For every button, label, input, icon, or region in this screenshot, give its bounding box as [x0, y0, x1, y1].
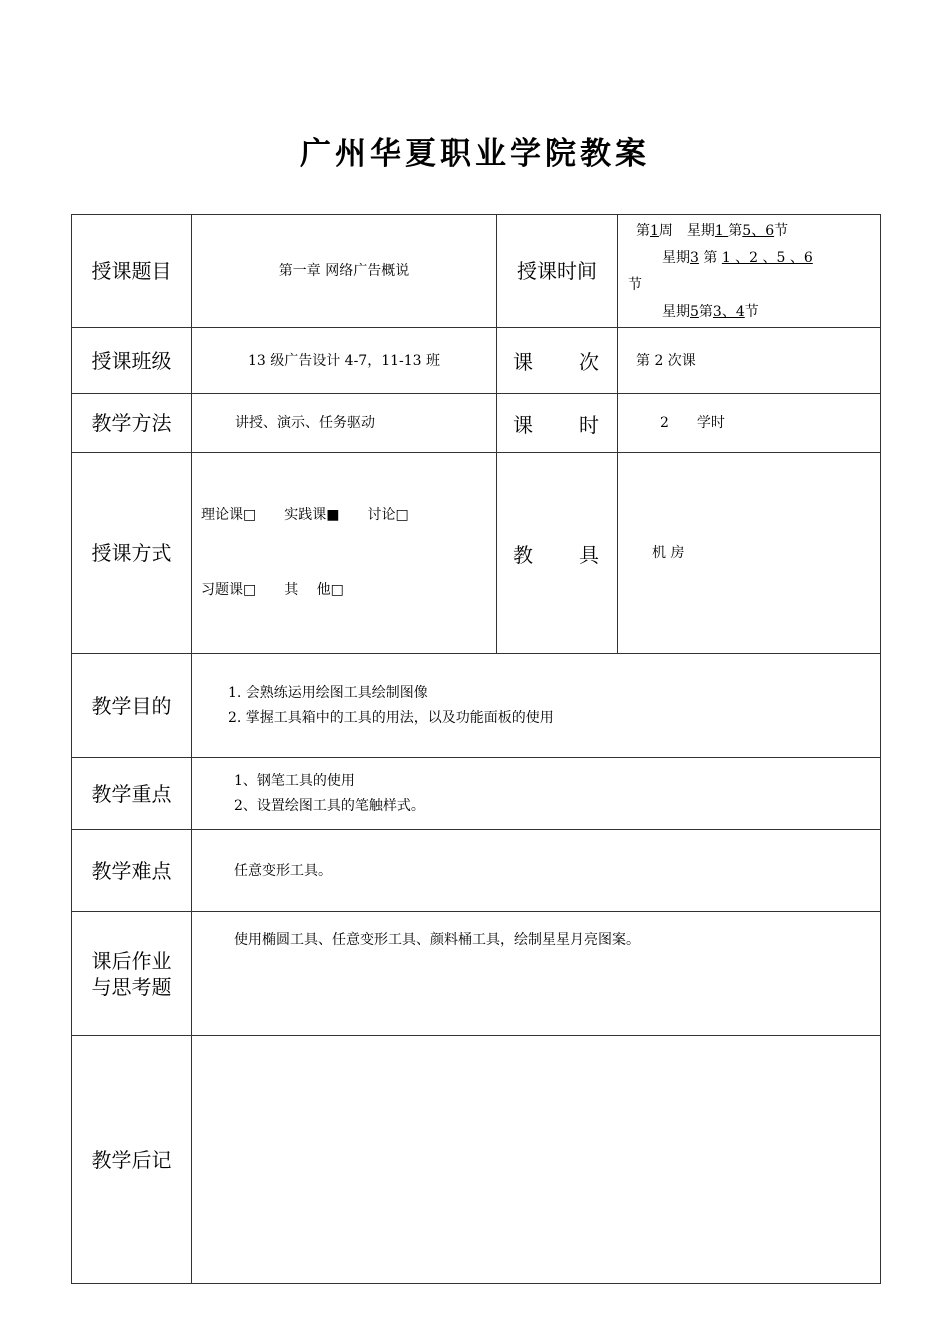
time-text: 星期 — [662, 304, 690, 320]
period-numbers: 1 、2 、5 、6 — [721, 250, 813, 266]
difficulties-value: 任意变形工具。 — [234, 862, 332, 879]
row-method — [72, 394, 881, 453]
key-point-item: 2、设置绘图工具的笔触样式。 — [234, 798, 425, 814]
hours-label-cell — [497, 394, 618, 453]
time-text: 第 — [728, 223, 743, 239]
homework-label-cell — [72, 912, 192, 1036]
homework-label — [72, 948, 191, 1000]
method-label: 教学方法 — [91, 411, 172, 435]
row-difficulties — [72, 830, 881, 912]
mode-label: 授课方式 — [91, 541, 172, 565]
hours-label-char: 课 — [513, 412, 533, 437]
objectives-label-cell — [72, 654, 192, 758]
session-label — [497, 346, 617, 375]
weekday-number: 3 — [690, 250, 699, 266]
mode-options-line: 习题课□ 其 他□ — [201, 582, 344, 598]
session-label-char: 课 — [513, 350, 533, 374]
row-key-points — [72, 758, 881, 830]
tools-label-char: 具 — [579, 542, 599, 567]
session-value-cell — [618, 328, 881, 394]
method-value-cell — [192, 394, 497, 453]
hours-label — [497, 409, 617, 438]
time-label-cell — [497, 215, 618, 328]
objective-item: 2. 掌握工具箱中的工具的用法，以及功能面板的使用 — [228, 709, 554, 726]
time-text: 节 — [628, 277, 642, 293]
time-text: 周 星期 — [658, 223, 715, 239]
mode-value-cell — [192, 453, 497, 654]
difficulties-label-cell — [72, 830, 192, 912]
method-value: 讲授、演示、任务驱动 — [235, 415, 375, 431]
hours-value-cell — [618, 394, 881, 453]
objective-item: 1. 会熟练运用绘图工具绘制图像 — [228, 684, 428, 701]
topic-value-cell — [192, 215, 497, 328]
weekday-number: 1 — [714, 223, 729, 239]
key-points-list — [192, 758, 880, 819]
key-points-label: 教学重点 — [91, 781, 172, 806]
mode-label-cell — [72, 453, 192, 654]
key-points-value-cell — [192, 758, 881, 830]
tools-value-cell — [618, 453, 881, 654]
row-homework — [72, 912, 881, 1036]
time-label: 授课时间 — [517, 259, 597, 283]
homework-label-line: 与思考题 — [91, 974, 172, 999]
postscript-value-cell — [192, 1036, 881, 1284]
key-point-item: 1、钢笔工具的使用 — [234, 773, 355, 789]
hours-label-char: 时 — [579, 412, 599, 437]
objectives-label: 教学目的 — [91, 693, 172, 718]
homework-value-cell — [192, 912, 881, 1036]
time-text: 节 — [774, 223, 789, 239]
class-value: 13 级广告设计 4-7，11-13 班 — [247, 352, 441, 369]
row-topic — [72, 215, 881, 328]
topic-label: 授课题目 — [91, 259, 172, 283]
weekday-number: 5 — [690, 304, 699, 320]
topic-value: 第一章 网络广告概说 — [278, 263, 410, 279]
week-number: 1 — [650, 223, 659, 239]
session-value: 第 2 次课 — [636, 352, 696, 369]
postscript-label-cell — [72, 1036, 192, 1284]
objectives-value-cell — [192, 654, 881, 758]
document-title: 广州华夏职业学院教案 — [300, 136, 650, 172]
difficulties-value-cell — [192, 830, 881, 912]
tools-label-cell — [497, 453, 618, 654]
class-value-cell — [192, 328, 497, 394]
time-value — [618, 215, 880, 326]
tools-value: 机 房 — [652, 545, 685, 561]
postscript-label: 教学后记 — [91, 1147, 172, 1172]
session-label-cell — [497, 328, 618, 394]
row-mode — [72, 453, 881, 654]
time-line-4 — [628, 298, 880, 326]
row-objectives — [72, 654, 881, 758]
time-line-2 — [628, 244, 880, 272]
lesson-plan-table — [71, 214, 881, 1284]
hours-value: 2 学时 — [660, 415, 725, 431]
mode-options — [192, 453, 496, 653]
class-label: 授课班级 — [91, 348, 172, 373]
homework-label-line: 课后作业 — [91, 948, 172, 973]
key-points-label-cell — [72, 758, 192, 830]
objectives-list — [192, 681, 880, 731]
time-text: 第 — [636, 223, 650, 239]
difficulties-label: 教学难点 — [91, 858, 172, 883]
tools-label-char: 教 — [513, 542, 533, 567]
time-line-1 — [628, 218, 880, 244]
session-label-char: 次 — [579, 350, 599, 374]
mode-options-line: 理论课□ 实践课■ 讨论□ — [201, 507, 409, 523]
time-text: 第 — [698, 250, 722, 266]
period-numbers: 3、4 — [712, 304, 745, 320]
method-label-cell — [72, 394, 192, 453]
time-value-cell — [618, 215, 881, 328]
tools-label — [497, 539, 617, 568]
period-numbers: 5、6 — [742, 223, 775, 239]
time-text: 星期 — [662, 250, 690, 266]
row-class — [72, 328, 881, 394]
time-text: 节 — [744, 304, 759, 320]
time-text: 第 — [698, 304, 713, 320]
class-label-cell — [72, 328, 192, 394]
row-postscript — [72, 1036, 881, 1284]
time-line-3 — [628, 272, 880, 298]
topic-label-cell — [72, 215, 192, 328]
homework-value: 使用椭圆工具、任意变形工具、颜料桶工具，绘制星星月亮图案。 — [234, 932, 640, 948]
